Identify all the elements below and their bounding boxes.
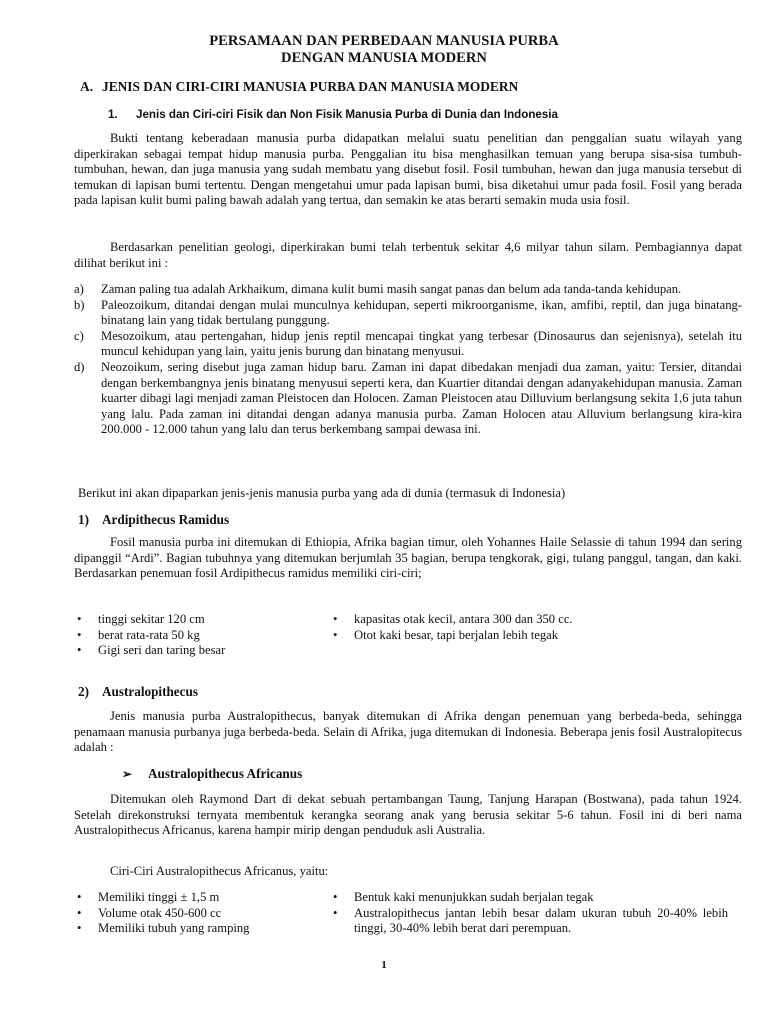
bullet-icon: • — [77, 921, 82, 936]
list-item — [330, 906, 728, 937]
list-label: c) — [74, 328, 84, 343]
list-text: Australopithecus jantan lebih besar dalam ukuran tubuh 20-40% lebih tinggi, 30-40% lebih berat dari perempuan. — [354, 905, 728, 936]
species-number: 2) — [78, 684, 89, 699]
section-number: A. — [80, 79, 94, 94]
bullet-icon: • — [333, 890, 338, 904]
list-text: Mesozoikum, atau pertengahan, hidup jenis reptil mencapai tingkat yang terbesar (Dinosaurus dan sejenisnya), setelah itu muncul kehidupan yang lain, yaitu jenis burung dan binatang menyusui. — [101, 328, 742, 359]
list-text: berat rata-rata 50 kg — [98, 627, 200, 642]
subsection-title: Jenis dan Ciri-ciri Fisik dan Non Fisik Manusia Purba di Dunia dan Indonesia — [136, 108, 558, 121]
bullet-icon: • — [77, 612, 82, 626]
africanus-traits-right — [330, 890, 728, 937]
species-number: 1) — [78, 512, 89, 527]
section-heading-a — [80, 79, 518, 95]
list-text: tinggi sekitar 120 cm — [98, 612, 205, 626]
bullet-icon: • — [333, 627, 338, 642]
arrow-bullet-icon: ➢ — [122, 767, 133, 781]
species-heading-australopithecus — [78, 684, 198, 700]
bullet-icon: • — [77, 627, 82, 642]
page-number: 1 — [381, 959, 387, 971]
list-text: kapasitas otak kecil, antara 300 dan 350 cc. — [354, 612, 573, 626]
list-text: Bentuk kaki menunjukkan sudah berjalan tegak — [354, 890, 594, 904]
list-text: Volume otak 450-600 cc — [98, 905, 222, 920]
section-title: JENIS DAN CIRI-CIRI MANUSIA PURBA DAN MANUSIA MODERN — [102, 79, 519, 94]
list-item — [74, 643, 324, 659]
list-label: d) — [74, 359, 85, 374]
list-item — [74, 282, 742, 298]
list-item — [330, 890, 728, 906]
ardipithecus-traits-right — [330, 612, 742, 643]
paragraph-ardipithecus: Fosil manusia purba ini ditemukan di Ethiopia, Afrika bagian timur, oleh Yohannes Haile Selassie di tahun 1994 dan sering dipanggil “Ardi”. Bagian tubuhnya yang ditemukan berjumlah 35 bagian, berupa tengkorak, gigi, tulang panggul, tangan, dan kaki. Berdasarkan penemuan fosil Ardipithecus ramidus memiliki ciri-ciri; — [74, 535, 742, 581]
list-item — [74, 628, 324, 644]
paragraph-fossil-evidence: Bukti tentang keberadaan manusia purba didapatkan melalui suatu penelitian dan penggalian suatu wilayah yang diperkirakan sebagai tempat hidup manusia purba. Penggalian itu bisa menghasilkan temuan yang berupa sisa-sisa tumbuh-tumbuhan, hewan, dan juga manusia yang sudah membatu yang disebut fosil. Fosil tumbuhan, hewan dan juga manusia tersebut di temukan di lapisan bumi tertentu. Dengan mengetahui umur pada lapisan bumi, bisa diketahui umur pada fosil. Fosil yang berada pada lapisan kulit bumi paling bawah adalah yang tertua, dan semakin ke atas berarti semakin muda usia fosil. — [74, 131, 742, 208]
subsection-number: 1. — [108, 108, 118, 121]
list-text: Gigi seri dan taring besar — [98, 643, 226, 658]
bullet-icon: • — [333, 905, 338, 920]
bullet-icon: • — [77, 905, 82, 920]
bullet-icon: • — [77, 643, 82, 658]
paragraph-africanus-traits-intro: Ciri-Ciri Australopithecus Africanus, yaitu: — [110, 864, 329, 878]
list-item — [74, 360, 742, 438]
paragraph-intro-species: Berikut ini akan dipaparkan jenis-jenis manusia purba yang ada di dunia (termasuk di Indonesia) — [78, 486, 566, 500]
bullet-icon: • — [77, 890, 82, 904]
paragraph-geology: Berdasarkan penelitian geologi, diperkirakan bumi telah terbentuk sekitar 4,6 milyar tahun silam. Pembagiannya dapat dilihat berikut ini : — [74, 240, 742, 270]
africanus-traits-left — [74, 890, 324, 937]
list-text: Paleozoikum, ditandai dengan mulai munculnya kehidupan, seperti mikroorganisme, ikan, amfibi, reptil, dan juga binatang-binatang lain yang tidak bertulang punggung. — [101, 297, 742, 328]
list-label: a) — [74, 282, 84, 296]
document-title-line1: PERSAMAAN DAN PERBEDAAN MANUSIA PURBA — [209, 33, 559, 49]
list-item — [74, 906, 324, 922]
paragraph-africanus: Ditemukan oleh Raymond Dart di dekat sebuah pertambangan Taung, Tanjung Harapan (Bostwana), pada tahun 1924. Setelah direkonstruksi ternyata membentuk kerangka seorang anak yang berusia sekitar 5-6 tahun. Fosil ini di beri nama Australopithecus Africanus, karena hampir mirip dengan penduduk asli Australia. — [74, 792, 742, 838]
list-text: Otot kaki besar, tapi berjalan lebih tegak — [354, 627, 559, 642]
list-item — [330, 628, 742, 644]
subsection-heading-1 — [108, 107, 558, 123]
list-text: Zaman paling tua adalah Arkhaikum, dimana kulit bumi masih sangat panas dan belum ada tanda-tanda kehidupan. — [101, 282, 682, 296]
list-item — [74, 329, 742, 360]
list-text: Memiliki tinggi ± 1,5 m — [98, 890, 220, 904]
list-item — [74, 921, 324, 937]
list-item — [74, 298, 742, 329]
list-item — [330, 612, 742, 628]
paragraph-australopithecus: Jenis manusia purba Australopithecus, banyak ditemukan di Afrika dengan penemuan yang berbeda-beda, sehingga penamaan manusia purbanya juga berbeda-beda. Selain di Afrika, juga ditemukan di Indonesia. Beberapa jenis fosil Australopitecus adalah : — [74, 709, 742, 755]
era-list — [74, 282, 742, 438]
species-heading-ardipithecus — [78, 512, 229, 528]
ardipithecus-traits-left — [74, 612, 324, 659]
list-text: Memiliki tubuh yang ramping — [98, 921, 250, 936]
list-label: b) — [74, 297, 85, 312]
list-text: Neozoikum, sering disebut juga zaman hidup baru. Zaman ini dapat dibedakan menjadi dua zaman, yaitu: Tersier, ditandai dengan berkembangnya jenis binatang menyusui seperti kera, dan Kuartier ditandai dengan adanyakehidupan manusia. Zaman kuarter dibagi lagi menjadi zaman Pleistocen dan Holocen. Zaman Pleistocen atau Dilluvium berlangsung sekita 1,6 juta tahun yang lalu. Pada zaman ini ditandai dengan adanya manusia purba. Zaman Holocen atau Alluvium berlangsung kira-kira 200.000 - 12.000 tahun yang lalu dan terus berkembang sampai dewasa ini. — [101, 359, 742, 437]
document-title-line2: DENGAN MANUSIA MODERN — [281, 50, 487, 66]
list-item — [74, 890, 324, 906]
species-name: Ardipithecus Ramidus — [102, 512, 230, 527]
subspecies-name: Australopithecus Africanus — [148, 766, 303, 781]
subspecies-heading-africanus — [122, 766, 302, 783]
species-name: Australopithecus — [102, 684, 198, 699]
bullet-icon: • — [333, 612, 338, 626]
list-item — [74, 612, 324, 628]
